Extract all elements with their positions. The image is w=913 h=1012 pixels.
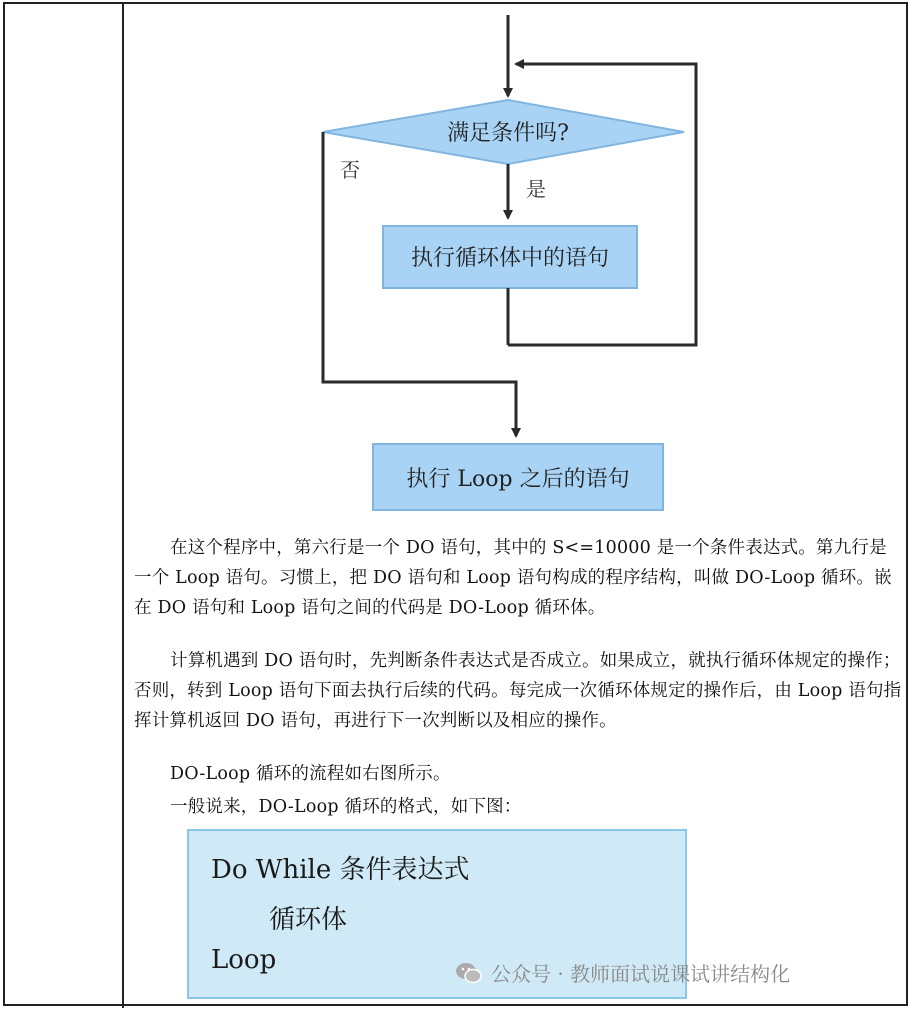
code-line-do: Do While 条件表达式 (211, 855, 470, 885)
wechat-icon (455, 959, 483, 987)
yes-label: 是 (526, 177, 546, 201)
paragraph-2: 计算机遇到 DO 语句时，先判断条件表达式是否成立。如果成立，就执行循环体规定的操作；否则，转到 Loop 语句下面去执行后续的代码。每完成一次循环体规定的操作后，由 Loop 语句指挥计算机返回 DO 语句，再进行下一次判断以及相应的操作。 (134, 651, 902, 731)
code-line-body: 循环体 (269, 905, 348, 935)
paragraph-4: 一般说来，DO-Loop 循环的格式，如下图： (170, 797, 522, 817)
decision-text: 满足条件吗? (447, 121, 569, 146)
paragraph-1: 在这个程序中，第六行是一个 DO 语句，其中的 S<=10000 是一个条件表达式。第九行是一个 Loop 语句。习惯上，把 DO 语句和 Loop 语句构成的程序结构，叫做 DO-Loop 循环。嵌在 DO 语句和 Loop 语句之间的代码是 DO-Loop 循环体。 (134, 538, 892, 618)
loop-body-text: 执行循环体中的语句 (410, 246, 610, 271)
no-label: 否 (340, 158, 360, 182)
paragraph-3: DO-Loop 循环的流程如右图所示。 (170, 764, 451, 784)
watermark (455, 958, 790, 987)
after-loop-text: 执行 Loop 之后的语句 (406, 467, 630, 492)
code-line-loop: Loop (211, 945, 277, 975)
watermark-text: 公众号 · 教师面试说课试讲结构化 (491, 962, 791, 986)
